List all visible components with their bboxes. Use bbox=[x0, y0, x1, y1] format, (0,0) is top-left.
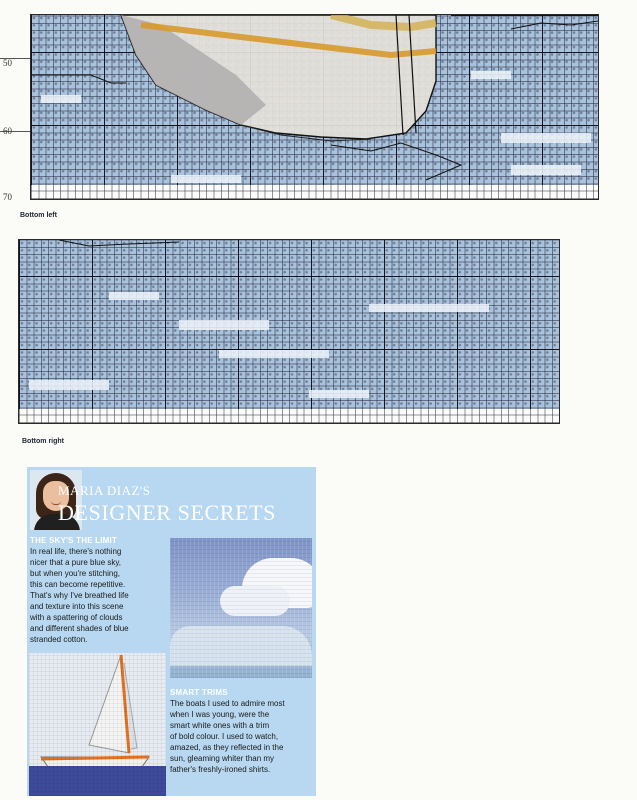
chart-empty-row bbox=[31, 185, 598, 199]
section-text-sky: In real life, there's nothing nicer that a pure blue sky, but when you're stitching, this can become repetitive. That's why I've breathed life and texture into this scene with a spattering of clouds and different shades of blue stranded cotton. bbox=[30, 547, 129, 644]
cloud-patch bbox=[219, 350, 329, 358]
section-heading-trims: SMART TRIMS bbox=[170, 688, 228, 697]
row-label-70: 70 bbox=[3, 192, 12, 202]
cloud-patch bbox=[309, 390, 369, 398]
cloud-patch bbox=[41, 95, 81, 103]
row-label-60: 60 bbox=[3, 126, 12, 136]
chart-bottom-left bbox=[30, 14, 599, 200]
cloud-patch bbox=[369, 304, 489, 312]
caption-bottom-right: Bottom right bbox=[22, 438, 64, 445]
row-label-50: 50 bbox=[3, 58, 12, 68]
cloud-patch bbox=[471, 71, 511, 79]
cloud-patch bbox=[179, 320, 269, 330]
caption-bottom-left: Bottom left bbox=[20, 212, 57, 219]
cloud-patch bbox=[109, 292, 159, 300]
section-heading-sky: THE SKY'S THE LIMIT bbox=[30, 536, 118, 545]
cloud-patch bbox=[29, 380, 109, 390]
chart-bottom-right bbox=[18, 239, 560, 424]
cloud-patch bbox=[171, 175, 241, 183]
designer-name: MARIA DIAZ'S bbox=[58, 483, 151, 498]
feature-title: DESIGNER SECRETS bbox=[58, 500, 277, 525]
cloud-patch bbox=[501, 133, 591, 143]
waterline bbox=[19, 240, 559, 423]
section-text-trims: The boats I used to admire most when I was young, were the smart white ones with a trim of bold colour. I used to watch, amazed, as they reflected in the sun, gleaming whiter than my father's freshly-ironed shirts. bbox=[170, 699, 285, 774]
cloud-patch bbox=[511, 165, 581, 175]
boat-stitch-photo bbox=[29, 653, 166, 796]
chart-empty-row bbox=[19, 409, 559, 423]
sky-stitch-photo bbox=[170, 538, 312, 678]
